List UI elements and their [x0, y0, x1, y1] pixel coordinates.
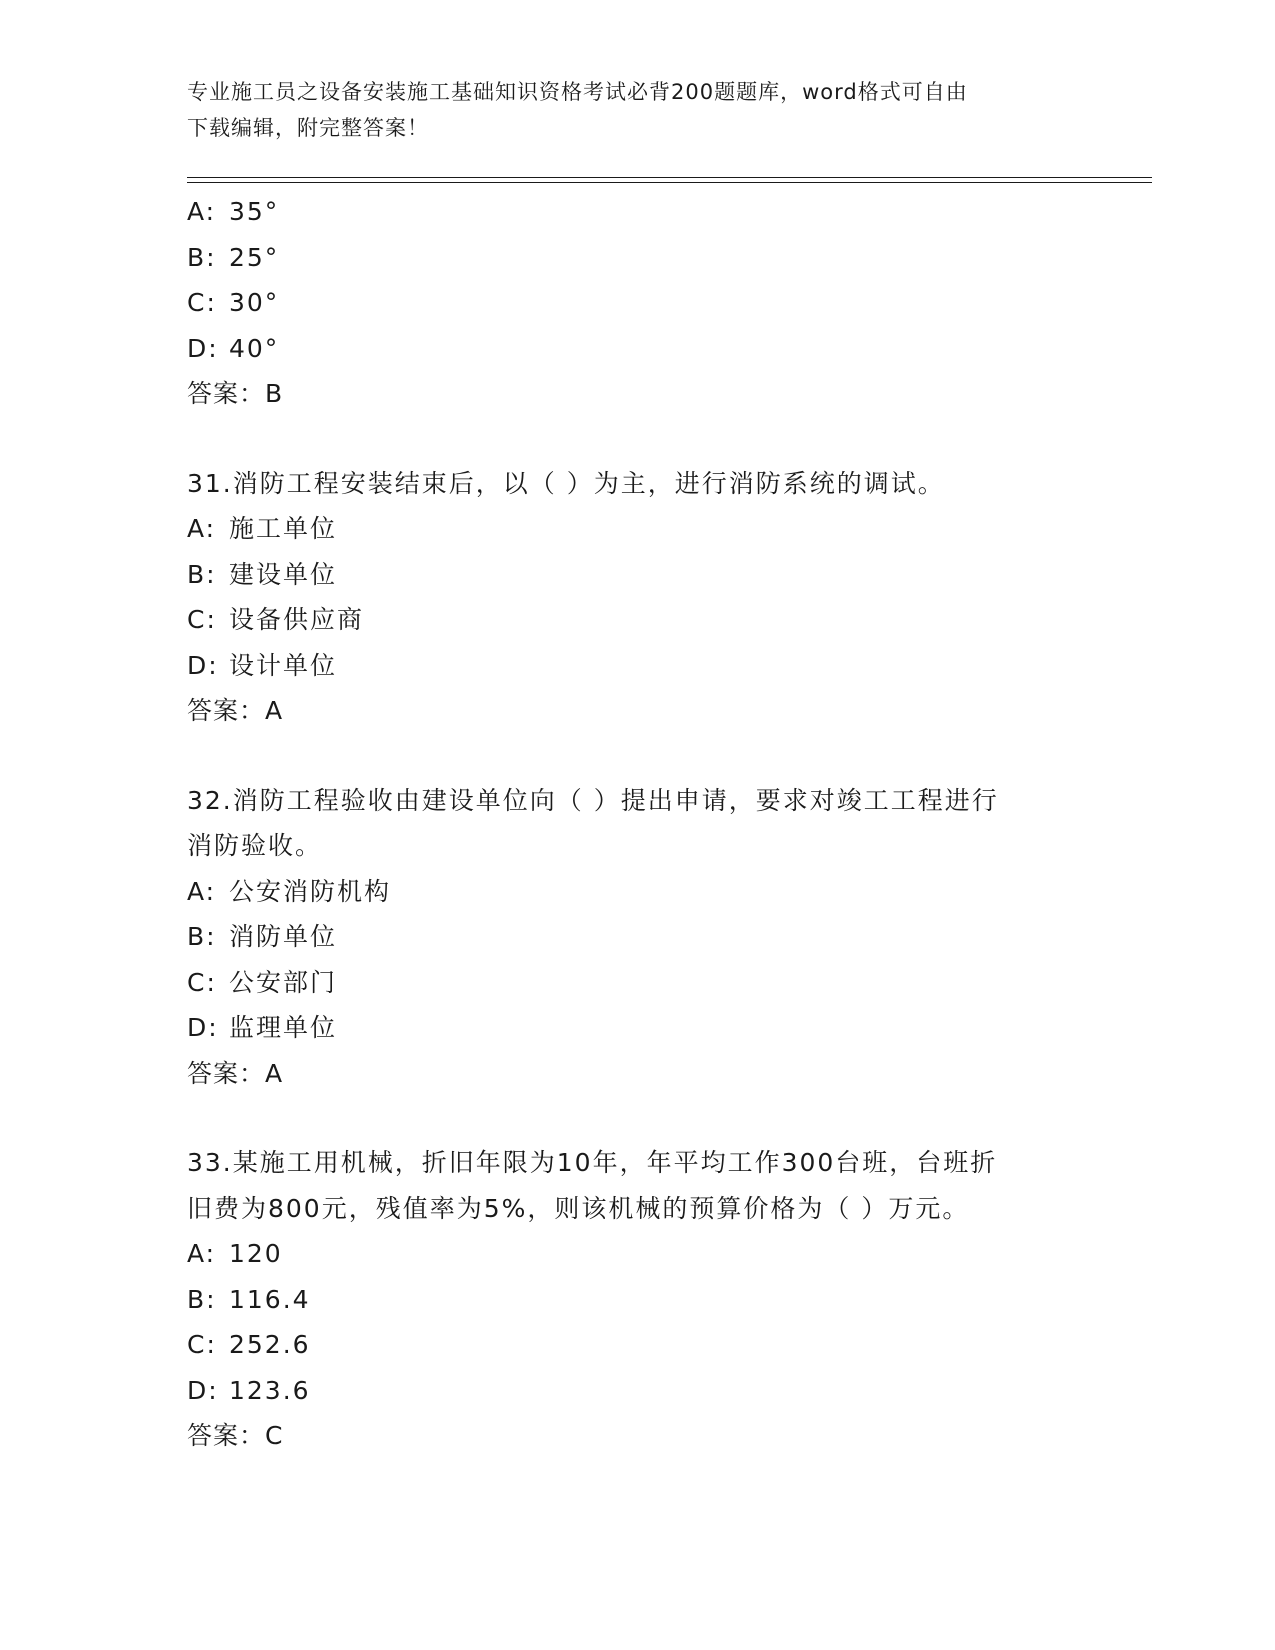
option-text: 设备供应商 [229, 605, 365, 634]
header-title-line-2: 下载编辑，附完整答案！ [187, 116, 429, 140]
option-a [187, 869, 1087, 915]
option-letter: B: [187, 559, 217, 589]
answer-line: 答案：C [187, 1421, 284, 1450]
option-d [187, 643, 1087, 689]
option-letter: D: [187, 1375, 219, 1405]
option-letter: A: [187, 876, 217, 906]
option-letter: B: [187, 1284, 217, 1314]
option-text: 30° [229, 288, 280, 317]
option-a [187, 189, 1087, 235]
question-31 [187, 461, 1087, 734]
option-text: 建设单位 [229, 559, 338, 589]
answer-line: 答案：B [187, 379, 284, 408]
option-text: 116.4 [229, 1284, 311, 1314]
option-letter: A: [187, 197, 217, 226]
option-letter: A: [187, 514, 217, 543]
option-text: 123.6 [229, 1375, 311, 1405]
option-text: 消防单位 [229, 922, 338, 951]
option-b [187, 552, 1087, 598]
option-c [187, 280, 1087, 326]
answer-line: 答案：A [187, 1058, 284, 1088]
answer-line: 答案：A [187, 696, 284, 725]
option-d [187, 1368, 1087, 1414]
option-c [187, 960, 1087, 1006]
option-letter: C: [187, 1330, 217, 1359]
option-text: 120 [229, 1239, 283, 1268]
option-text: 公安消防机构 [229, 876, 392, 906]
option-a [187, 506, 1087, 552]
question-32 [187, 778, 1087, 1097]
option-letter: D: [187, 650, 219, 680]
option-d [187, 326, 1087, 372]
question-stem-line: 33.某施工用机械，折旧年限为10年，年平均工作300台班，台班折 [187, 1148, 998, 1177]
option-d [187, 1005, 1087, 1051]
option-a [187, 1231, 1087, 1277]
option-text: 252.6 [229, 1330, 311, 1359]
option-letter: D: [187, 333, 219, 363]
option-b [187, 914, 1087, 960]
question-stem-line: 旧费为800元，残值率为5%，则该机械的预算价格为（ ）万元。 [187, 1193, 970, 1223]
option-text: 设计单位 [229, 650, 338, 680]
option-letter: B: [187, 922, 217, 951]
question-stem-line: 消防验收。 [187, 831, 323, 860]
option-letter: D: [187, 1013, 219, 1042]
option-text: 公安部门 [229, 967, 338, 997]
header-title-line-1: 专业施工员之设备安装施工基础知识资格考试必背200题题库，word格式可自由 [187, 80, 968, 104]
option-letter: C: [187, 605, 217, 634]
header-divider-top [187, 177, 1152, 178]
document-header [187, 74, 1067, 146]
option-letter: C: [187, 288, 217, 317]
option-text: 施工单位 [229, 514, 338, 543]
question-stem-line: 32.消防工程验收由建设单位向（ ）提出申请，要求对竣工工程进行 [187, 785, 999, 815]
question-30-continued [187, 189, 1087, 417]
header-divider-bottom [187, 182, 1152, 183]
option-letter: B: [187, 242, 217, 272]
question-stem [187, 778, 1067, 869]
option-b [187, 1277, 1087, 1323]
option-text: 25° [229, 242, 280, 272]
option-text: 监理单位 [229, 1013, 338, 1042]
question-33 [187, 1140, 1087, 1459]
option-letter: C: [187, 967, 217, 997]
option-c [187, 1322, 1087, 1368]
option-b [187, 235, 1087, 281]
option-c [187, 597, 1087, 643]
question-stem-line: 31.消防工程安装结束后，以（ ）为主，进行消防系统的调试。 [187, 468, 945, 498]
option-text: 35° [229, 197, 280, 226]
option-letter: A: [187, 1239, 217, 1268]
option-text: 40° [229, 333, 280, 363]
question-stem [187, 461, 1067, 507]
document-body [187, 189, 1087, 1459]
question-stem [187, 1140, 1067, 1231]
